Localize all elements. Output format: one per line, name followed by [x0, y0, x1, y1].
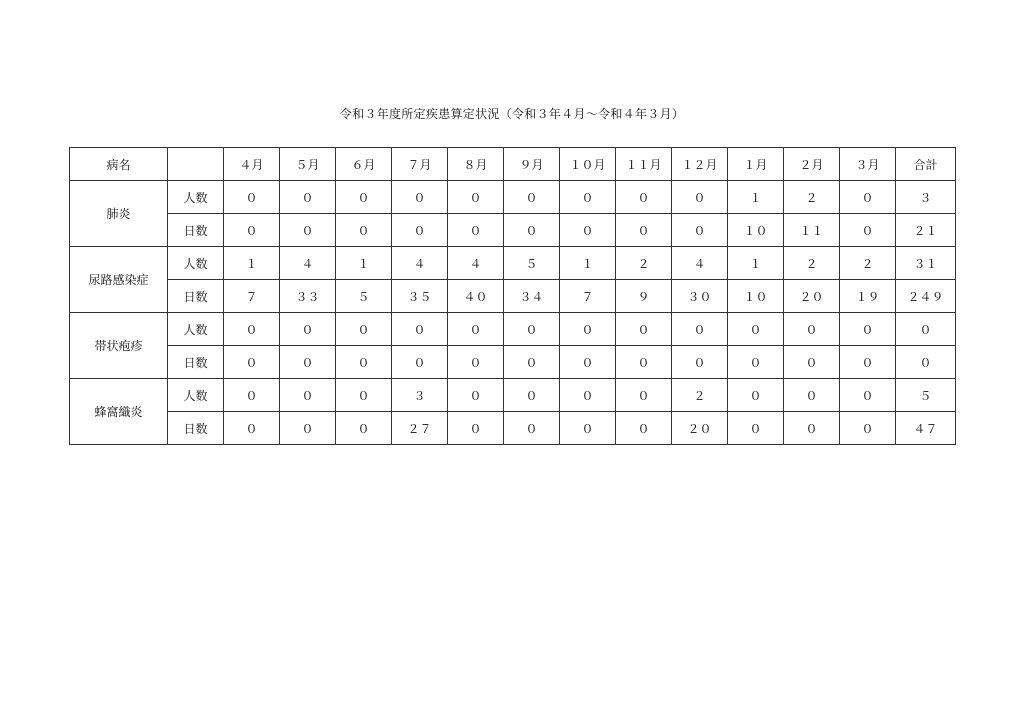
value-cell: ０ [336, 181, 392, 214]
value-cell: ３３ [280, 280, 336, 313]
value-cell: ０ [280, 379, 336, 412]
value-cell: ０ [728, 412, 784, 445]
value-cell: ０ [392, 181, 448, 214]
metric-label-cell: 人数 [168, 313, 224, 346]
header-month: １月 [728, 148, 784, 181]
value-cell: ０ [840, 379, 896, 412]
value-cell: ４ [672, 247, 728, 280]
value-cell: ４ [392, 247, 448, 280]
disease-name-cell: 帯状疱疹 [70, 313, 168, 379]
table-row [70, 412, 956, 445]
value-cell: ２０ [672, 412, 728, 445]
header-month: ８月 [448, 148, 504, 181]
header-metric [168, 148, 224, 181]
total-cell: ０ [896, 313, 956, 346]
value-cell: ０ [616, 379, 672, 412]
value-cell: ２７ [392, 412, 448, 445]
value-cell: ０ [560, 412, 616, 445]
header-month: ５月 [280, 148, 336, 181]
value-cell: １ [728, 181, 784, 214]
table-body [70, 181, 956, 445]
value-cell: ０ [728, 379, 784, 412]
header-month: １２月 [672, 148, 728, 181]
total-cell: ３１ [896, 247, 956, 280]
document-title: 令和３年度所定疾患算定状況（令和３年４月～令和４年３月） [339, 107, 685, 121]
header-month: ９月 [504, 148, 560, 181]
table-row [70, 181, 956, 214]
metric-label-cell: 人数 [168, 379, 224, 412]
total-cell: ２４９ [896, 280, 956, 313]
table-row [70, 280, 956, 313]
value-cell: １ [728, 247, 784, 280]
value-cell: ０ [392, 313, 448, 346]
value-cell: ０ [224, 214, 280, 247]
metric-label-cell: 日数 [168, 346, 224, 379]
header-month: ２月 [784, 148, 840, 181]
value-cell: ０ [728, 346, 784, 379]
value-cell: ０ [392, 214, 448, 247]
value-cell: ２ [672, 379, 728, 412]
value-cell: ２０ [784, 280, 840, 313]
metric-label-cell: 人数 [168, 181, 224, 214]
disease-stats-table [69, 147, 956, 445]
value-cell: ３４ [504, 280, 560, 313]
value-cell: ０ [504, 379, 560, 412]
value-cell: ０ [280, 412, 336, 445]
value-cell: ０ [616, 412, 672, 445]
value-cell: １０ [728, 280, 784, 313]
metric-label-cell: 日数 [168, 280, 224, 313]
value-cell: ０ [784, 313, 840, 346]
disease-name-cell: 肺炎 [70, 181, 168, 247]
header-total: 合計 [896, 148, 956, 181]
total-cell: ５ [896, 379, 956, 412]
value-cell: ０ [504, 412, 560, 445]
value-cell: ０ [672, 181, 728, 214]
value-cell: ９ [616, 280, 672, 313]
value-cell: ０ [728, 313, 784, 346]
value-cell: ０ [448, 412, 504, 445]
value-cell: ３０ [672, 280, 728, 313]
value-cell: １１ [784, 214, 840, 247]
value-cell: ０ [840, 214, 896, 247]
value-cell: ０ [616, 181, 672, 214]
value-cell: ０ [336, 412, 392, 445]
value-cell: ７ [560, 280, 616, 313]
value-cell: ０ [336, 379, 392, 412]
disease-name-cell: 蜂窩織炎 [70, 379, 168, 445]
value-cell: ０ [280, 346, 336, 379]
value-cell: ７ [224, 280, 280, 313]
value-cell: ０ [504, 346, 560, 379]
total-cell: ３ [896, 181, 956, 214]
value-cell: ０ [224, 181, 280, 214]
total-cell: ０ [896, 346, 956, 379]
value-cell: ０ [224, 346, 280, 379]
value-cell: ０ [560, 181, 616, 214]
total-cell: ２１ [896, 214, 956, 247]
value-cell: ０ [504, 214, 560, 247]
value-cell: ０ [224, 412, 280, 445]
value-cell: ３５ [392, 280, 448, 313]
header-disease: 病名 [70, 148, 168, 181]
table-header [70, 148, 956, 181]
header-month: ４月 [224, 148, 280, 181]
value-cell: ０ [672, 346, 728, 379]
value-cell: １９ [840, 280, 896, 313]
metric-label-cell: 人数 [168, 247, 224, 280]
value-cell: ０ [840, 313, 896, 346]
value-cell: ０ [448, 181, 504, 214]
value-cell: １ [224, 247, 280, 280]
value-cell: ２ [840, 247, 896, 280]
value-cell: ０ [280, 313, 336, 346]
value-cell: ０ [336, 313, 392, 346]
value-cell: ０ [616, 313, 672, 346]
value-cell: ０ [784, 379, 840, 412]
value-cell: １ [560, 247, 616, 280]
value-cell: ４０ [448, 280, 504, 313]
value-cell: ３ [392, 379, 448, 412]
header-month: １１月 [616, 148, 672, 181]
table-row [70, 313, 956, 346]
total-cell: ４７ [896, 412, 956, 445]
header-row [70, 148, 956, 181]
value-cell: ４ [280, 247, 336, 280]
table-row [70, 214, 956, 247]
value-cell: ０ [448, 379, 504, 412]
value-cell: ０ [448, 313, 504, 346]
value-cell: １ [336, 247, 392, 280]
table-row [70, 379, 956, 412]
value-cell: ０ [224, 313, 280, 346]
disease-name-cell: 尿路感染症 [70, 247, 168, 313]
value-cell: ５ [336, 280, 392, 313]
value-cell: ２ [616, 247, 672, 280]
value-cell: ０ [336, 214, 392, 247]
value-cell: ０ [560, 313, 616, 346]
value-cell: ２ [784, 181, 840, 214]
header-month: ６月 [336, 148, 392, 181]
metric-label-cell: 日数 [168, 412, 224, 445]
value-cell: ０ [504, 181, 560, 214]
value-cell: ２ [784, 247, 840, 280]
table-row [70, 346, 956, 379]
value-cell: ０ [560, 346, 616, 379]
value-cell: ０ [280, 214, 336, 247]
value-cell: ０ [616, 346, 672, 379]
value-cell: ０ [672, 214, 728, 247]
header-month: ３月 [840, 148, 896, 181]
value-cell: ０ [224, 379, 280, 412]
value-cell: ０ [448, 346, 504, 379]
value-cell: １０ [728, 214, 784, 247]
value-cell: ４ [448, 247, 504, 280]
metric-label-cell: 日数 [168, 214, 224, 247]
value-cell: ０ [840, 346, 896, 379]
value-cell: ０ [392, 346, 448, 379]
value-cell: ０ [672, 313, 728, 346]
value-cell: ０ [840, 181, 896, 214]
value-cell: ０ [784, 412, 840, 445]
value-cell: ０ [560, 214, 616, 247]
value-cell: ０ [840, 412, 896, 445]
value-cell: ０ [280, 181, 336, 214]
value-cell: ０ [336, 346, 392, 379]
table-row [70, 247, 956, 280]
header-month: １０月 [560, 148, 616, 181]
value-cell: ５ [504, 247, 560, 280]
value-cell: ０ [448, 214, 504, 247]
value-cell: ０ [560, 379, 616, 412]
value-cell: ０ [784, 346, 840, 379]
value-cell: ０ [504, 313, 560, 346]
value-cell: ０ [616, 214, 672, 247]
header-month: ７月 [392, 148, 448, 181]
